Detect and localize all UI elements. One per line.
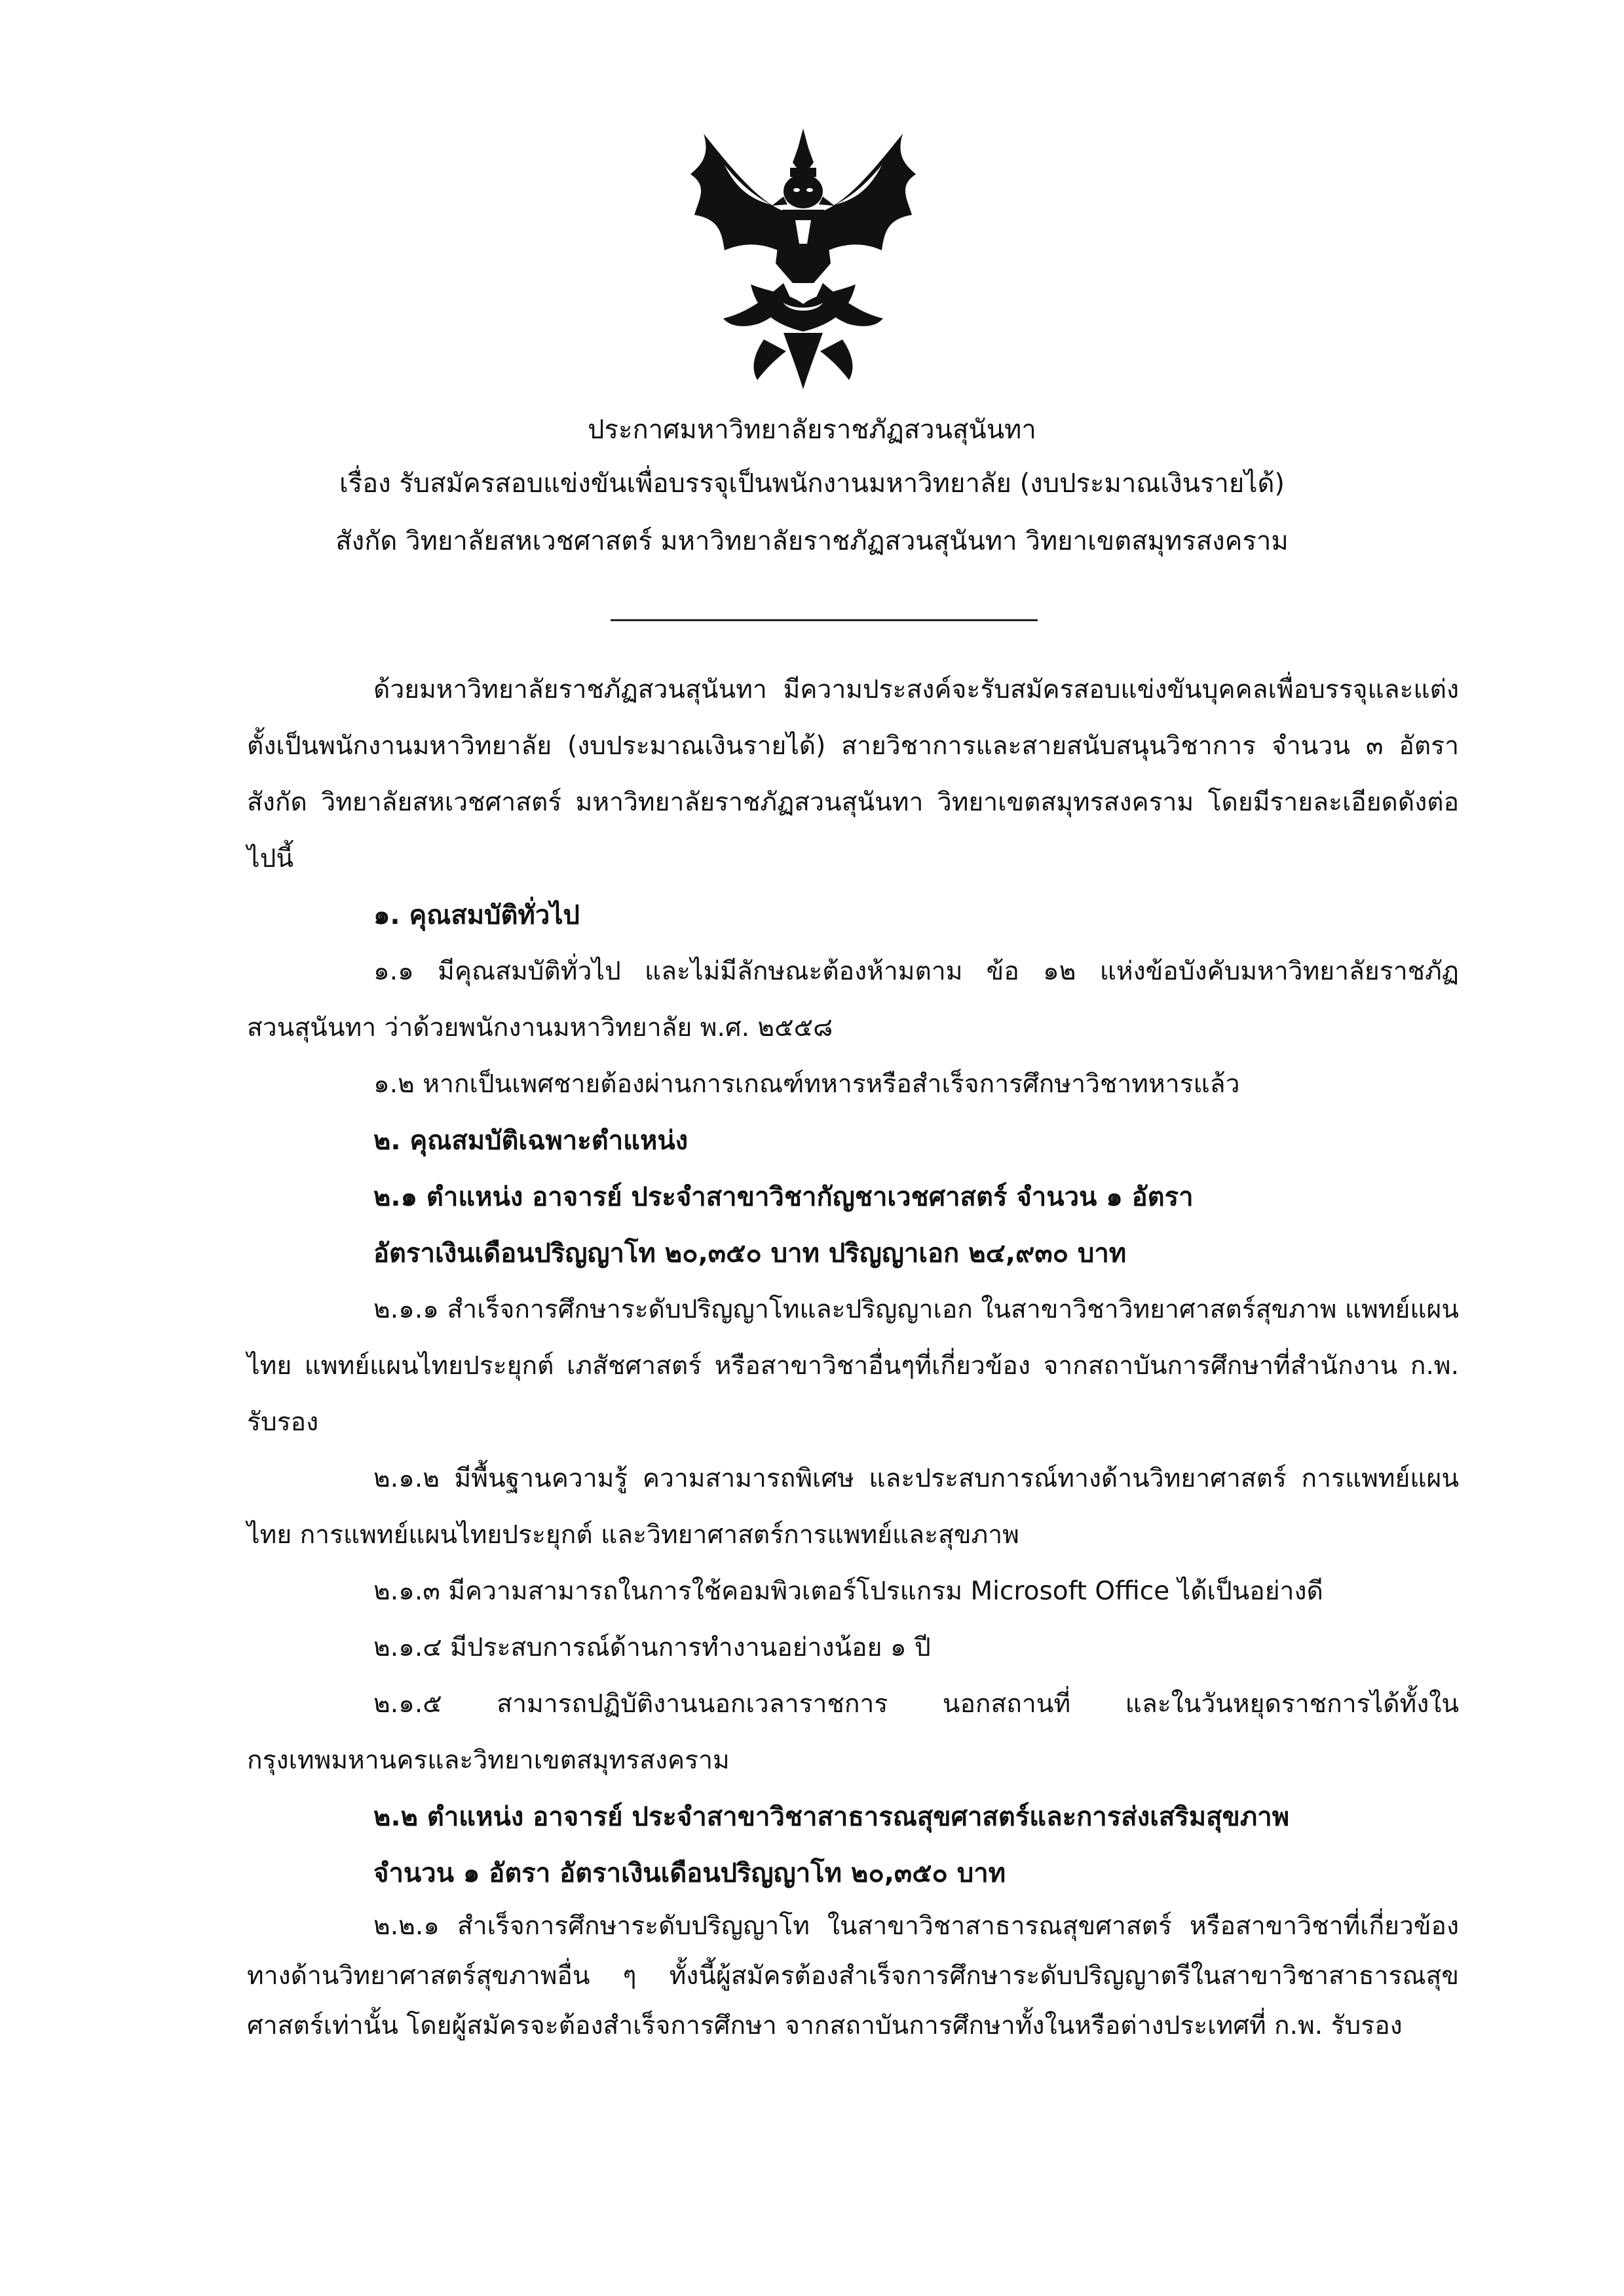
- header-divider: [611, 619, 1038, 621]
- section-1-item-2: ๑.๒ หากเป็นเพศชายต้องผ่านการเกณฑ์ทหารหรือสำเร็จการศึกษาวิชาทหารแล้ว: [373, 1069, 1240, 1099]
- position-1-item-1: ๒.๑.๑ สำเร็จการศึกษาระดับปริญญาโทและปริญญาเอก ในสาขาวิชาวิทยาศาสตร์สุขภาพ แพทย์แผนไทย แพทย์แผนไทยประยุกต์ เภสัชศาสตร์ หรือสาขาวิชาอื่นๆที่เกี่ยวข้อง จากสถาบันการศึกษาที่สำนักงาน ก.พ. รับรอง: [247, 1295, 1459, 1437]
- position-1-item-2: ๒.๑.๒ มีพื้นฐานความรู้ ความสามารถพิเศษ และประสบการณ์ทางด้านวิทยาศาสตร์ การแพทย์แผนไทย การแพทย์แผนไทยประยุกต์ และวิทยาศาสตร์การแพทย์และสุขภาพ: [247, 1464, 1459, 1550]
- intro-paragraph: ด้วยมหาวิทยาลัยราชภัฏสวนสุนันทา มีความประสงค์จะรับสมัครสอบแข่งขันบุคคลเพื่อบรรจุและแต่งตั้งเป็นพนักงานมหาวิทยาลัย (งบประมาณเงินรายได้) สายวิชาการและสายสนับสนุนวิชาการ จำนวน ๓ อัตรา สังกัด วิทยาลัยสหเวชศาสตร์ มหาวิทยาลัยราชภัฏสวนสุนันทา วิทยาเขตสมุทรสงคราม โดยมีรายละเอียดดังต่อไปนี้: [247, 675, 1459, 873]
- position-2-salary: จำนวน ๑ อัตรา อัตราเงินเดือนปริญญาโท ๒๐,๓๕๐ บาท: [373, 1858, 1006, 1888]
- position-1-title: ๒.๑ ตำแหน่ง อาจารย์ ประจำสาขาวิชากัญชาเวชศาสตร์ จำนวน ๑ อัตรา: [373, 1182, 1194, 1212]
- position-1-item-3: ๒.๑.๓ มีความสามารถในการใช้คอมพิวเตอร์โปรแกรม Microsoft Office ได้เป็นอย่างดี: [373, 1577, 1323, 1606]
- position-1-item-5: ๒.๑.๕ สามารถปฏิบัติงานนอกเวลาราชการ นอกสถานที่ และในวันหยุดราชการได้ทั้งในกรุงเทพมหานครและวิทยาเขตสมุทรสงคราม: [247, 1689, 1459, 1775]
- position-1-salary: อัตราเงินเดือนปริญญาโท ๒๐,๓๕๐ บาท ปริญญาเอก ๒๔,๙๓๐ บาท: [373, 1238, 1127, 1269]
- position-2-title: ๒.๒ ตำแหน่ง อาจารย์ ประจำสาขาวิชาสาธารณสุขศาสตร์และการส่งเสริมสุขภาพ: [373, 1802, 1290, 1832]
- announcement-title: ประกาศมหาวิทยาลัยราชภัฏสวนสุนันทา: [588, 415, 1036, 445]
- position-1-item-4: ๒.๑.๔ มีประสบการณ์ด้านการทำงานอย่างน้อย ๑ ปี: [373, 1633, 931, 1662]
- section-2-heading: ๒. คุณสมบัติเฉพาะตำแหน่ง: [373, 1126, 689, 1156]
- announcement-subject: เรื่อง รับสมัครสอบแข่งขันเพื่อบรรจุเป็นพนักงานมหาวิทยาลัย (งบประมาณเงินรายได้): [339, 469, 1285, 499]
- document-body: [247, 662, 1459, 2051]
- garuda-emblem: [685, 128, 921, 389]
- position-2-item-1: ๒.๒.๑ สำเร็จการศึกษาระดับปริญญาโท ในสาขาวิชาสาธารณสุขศาสตร์ หรือสาขาวิชาที่เกี่ยวข้องทางด้านวิทยาศาสตร์สุขภาพอื่น ๆ ทั้งนี้ผู้สมัครต้องสำเร็จการศึกษาระดับปริญญาตรีในสาขาวิชาสาธารณสุขศาสตร์เท่านั้น โดยผู้สมัครจะต้องสำเร็จการศึกษา จากสถาบันการศึกษาทั้งในหรือต่างประเทศที่ ก.พ. รับรอง: [247, 1911, 1459, 2040]
- section-1-item-1: ๑.๑ มีคุณสมบัติทั่วไป และไม่มีลักษณะต้องห้ามตาม ข้อ ๑๒ แห่งข้อบังคับมหาวิทยาลัยราชภัฏสวนสุนันทา ว่าด้วยพนักงานมหาวิทยาลัย พ.ศ. ๒๕๕๘: [247, 957, 1459, 1043]
- section-1-heading: ๑. คุณสมบัติทั่วไป: [373, 900, 580, 930]
- announcement-affiliation: สังกัด วิทยาลัยสหเวชศาสตร์ มหาวิทยาลัยราชภัฏสวนสุนันทา วิทยาเขตสมุทรสงคราม: [335, 526, 1289, 556]
